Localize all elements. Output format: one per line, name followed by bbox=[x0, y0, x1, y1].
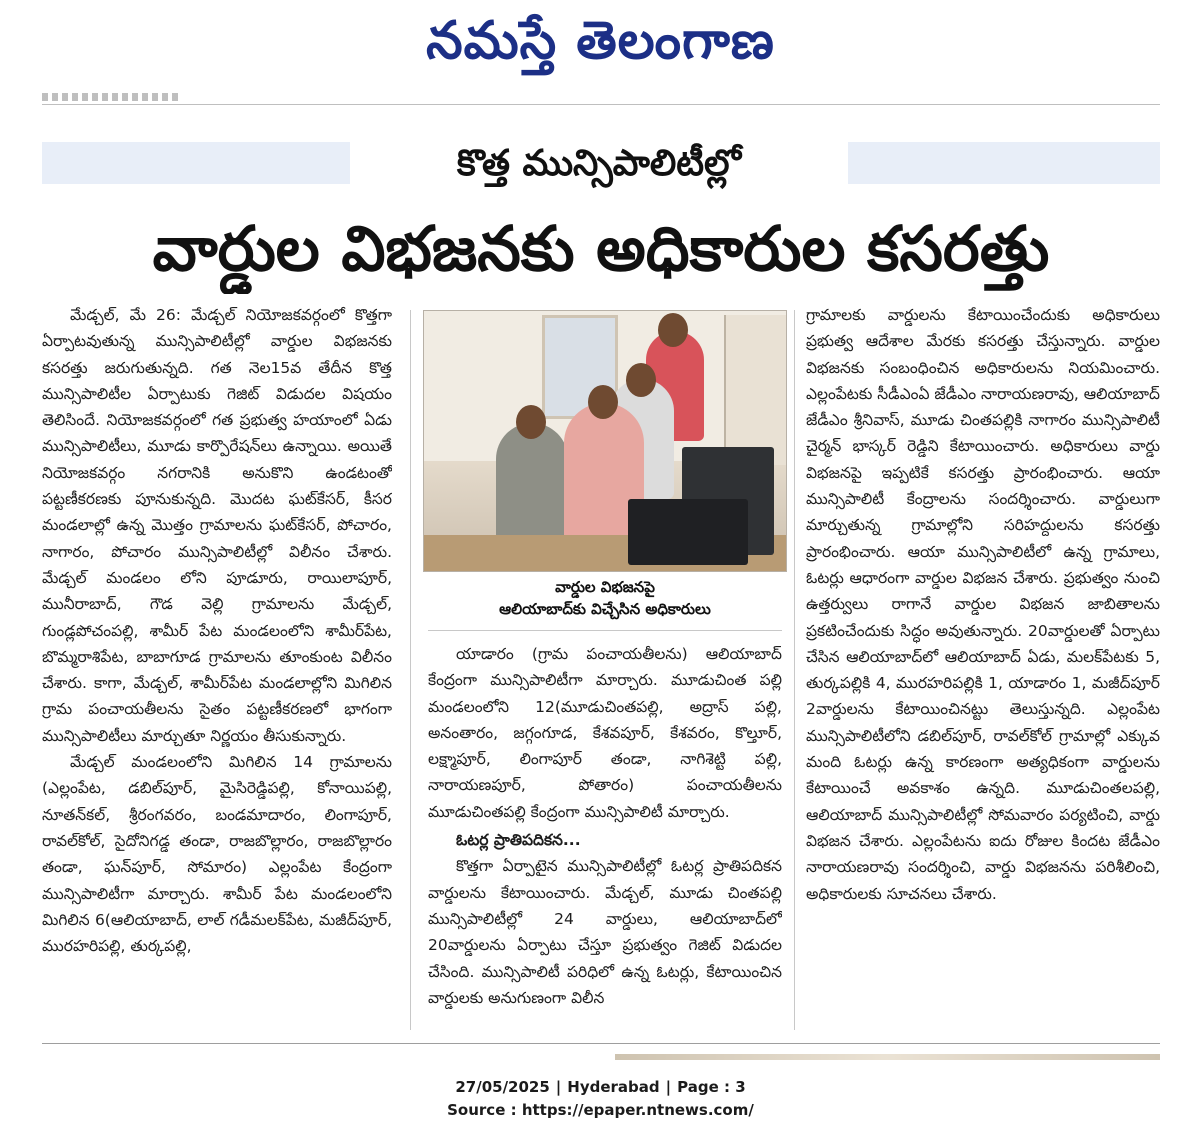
footer-date: 27/05/2025 bbox=[455, 1078, 550, 1096]
photo-caption-line: ఆలియాబాద్‌కు విచ్చేసిన అధికారులు bbox=[499, 600, 711, 618]
top-divider bbox=[42, 104, 1160, 105]
paragraph: కొత్తగా ఏర్పాటైన మున్సిపాలిటీల్లో ఓటర్ల ప్రాతిపదికన వార్డులను కేటాయించారు. మేడ్చల్‌, మూడు చింతపల్లి మున్సిపాలిటీల్లో 24 వార్డులు, ఆలియాబాద్‌లో 20వార్డులను ఏర్పాటు చేస్తూ ప్రభుత్వం గెజిట్‌ విడుదల చేసింది. మున్సిపాలిటీ పరిధిలో ఉన్న ఓటర్లు, కేటాయించిన వార్డులకు అనుగుణంగా విలీన bbox=[428, 857, 782, 1007]
paragraph: గ్రామాలకు వార్డులను కేటాయించేందుకు అధికారులు ప్రభుత్వ ఆదేశాల మేరకు కసరత్తు చేస్తున్నారు. వార్డుల విభజనకు సంబంధించిన అధికారులను నియమించారు. ఎల్లంపేటకు సీడీఎంఏ జేడీఎం నారాయణరావు, ఆలియాబాద్‌ జేడీఎం శ్రీనివాస్‌, మూడు చింతపల్లికి నాగారం మున్సిపాలిటీ చైర్మన్‌ భాస్కర్‌ రెడ్డిని కేటాయించారు. అధికారులు వార్డు విభజనపై ఇప్పటికే కసరత్తు ప్రారంభించారు. ఆయా మున్సిపాలిటీ కేంద్రాలను సందర్శించారు. వార్డులుగా మార్చుతున్న గ్రామాల్లోని సరిహద్దులను కసరత్తు ప్రారంభించారు. ఆయా మున్సిపాలిటీలో ఉన్న గ్రామాలు, ఓటర్లు ఆధారంగా వార్డుల విభజన చేశారు. ప్రభుత్వం నుంచి ఉత్తర్వులు రాగానే వార్డుల విభజన జాబితాలను ప్రకటించేందుకు సిద్ధం అవుతున్నారు. 20వార్డులతో ఏర్పాటు చేసిన ఆలియాబాద్‌లో ఆలియాబాద్‌ ఏడు, మలక్‌పేటకు 5, తుర్కపల్లికి 4, మురహరిపల్లికి 1, యాడారం 1, మజీద్‌పూర్‌ 2వార్డులను కేటాయించినట్టు తెలుస్తున్నది. ఎల్లంపేట మున్సిపాలిటీలోని డబిల్‌పూర్‌, రావల్‌కోల్‌ గ్రామాల్లో ఎక్కువ మంది ఓటర్లు ఉన్న కారణంగా అత్యధికంగా వార్డులను కేటాయించే అవకాశం ఉన్నది. మూడుచింతలపల్లి, ఆలియాబాద్‌ మున్సిపాలిటీల్లో సోమవారం పర్యటించి, వార్డు విభజన చేశారు. ఎల్లంపేటను ఐదు రోజుల కిందట జేడీఎం నారాయణరావు సందర్శించి, వార్డు విభజనను పరిశీలించి, అధికారులకు సూచనలు చేశారు. bbox=[806, 306, 1160, 903]
photo-head bbox=[658, 313, 688, 347]
photo-head bbox=[626, 363, 656, 397]
photo-head bbox=[516, 405, 546, 439]
kicker-band-left bbox=[42, 142, 350, 184]
paragraph: మేడ్చల్‌ మండలంలోని మిగిలిన 14 గ్రామాలను (ఎల్లంపేట, డబిల్‌పూర్‌, మైసిరెడ్డిపల్లి, కోనాయిపల్లి, నూతన్‌కల్‌, శ్రీరంగవరం, బండమాదారం, లింగాపూర్‌, రావల్‌కోల్‌, సైదోనిగడ్డ తండా, రాజబొల్లారం, రాజబొల్లారం తండా, ఘన్‌పూర్‌, సోమారం) ఎల్లంపేట కేంద్రంగా మున్సిపాలిటీగా మార్చారు. శామీర్‌ పేట మండలంలోని మిగిలిన 6(ఆలియాబాద్‌, లాల్‌ గడీమలక్‌పేట, మజీద్‌పూర్‌, మురహరిపల్లి, తుర్కపల్లి, bbox=[42, 753, 392, 956]
article-column-1 bbox=[42, 302, 392, 1032]
article-subheading: ఓటర్ల ప్రాతిపదికన... bbox=[456, 831, 581, 850]
photo-head bbox=[588, 385, 618, 419]
photo-computer-monitor bbox=[628, 499, 748, 565]
photo-caption-line: వార్డుల విభజనపై bbox=[555, 578, 655, 596]
article-photo bbox=[423, 310, 787, 572]
article-kicker: కొత్త మున్సిపాలిటీల్లో bbox=[456, 143, 742, 184]
caption-divider bbox=[428, 630, 782, 631]
footer-city: Hyderabad bbox=[567, 1078, 660, 1096]
footer-page: Page : 3 bbox=[677, 1078, 746, 1096]
article-column-2 bbox=[428, 641, 782, 1032]
kicker-band-right bbox=[848, 142, 1160, 184]
masthead-logo: నమస్తే తెలంగాణ bbox=[426, 11, 775, 71]
clipped-text-fragment bbox=[42, 93, 182, 101]
article-column-3 bbox=[806, 302, 1160, 1032]
footer-meta: 27/05/2025 | Hyderabad | Page : 3 bbox=[455, 1078, 746, 1096]
paragraph: యాడారం (గ్రామ పంచాయతీలను) ఆలియాబాద్‌ కేంద్రంగా మున్సిపాలిటీగా మార్చారు. మూడుచింత పల్లి మండలంలోని 12(మూడుచింతపల్లి, అద్రాస్‌ పల్లి, అనంతారం, జగ్గంగూడ, కేశవపూర్‌, కేశవరం, కొల్తూర్‌, లక్ష్మాపూర్‌, లింగాపూర్‌ తండా, నాగిశెట్టి పల్లి, నారాయణపూర్‌, పోతారం) పంచాయతీలను మూడుచింతపల్లి కేంద్రంగా మున్సిపాలిటీ మార్చారు. bbox=[428, 645, 782, 821]
paragraph: మేడ్చల్‌, మే 26: మేడ్చల్‌ నియోజకవర్గంలో కొత్తగా ఏర్పాటవుతున్న మున్సిపాలిటీల్లో వార్డుల విభజనకు కసరత్తు జరుగుతున్నది. గత నెల15వ తేదీన కొత్త మున్సిపాలిటీల ఏర్పాటుకు గెజిట్‌ విడుదల విషయం తెలిసిందే. నియోజకవర్గంలో గత ప్రభుత్వ హయాంలో ఏడు మున్సిపాలిటీలు, మూడు కార్పొరేషన్‌లు ఉన్నాయి. అయితే నియోజకవర్గం నగరానికి అనుకొని ఉండటంతో పట్టణీకరణకు పూనుకున్నది. మొదట ఘట్‌కేసర్‌, కీసర మండలాల్లో ఉన్న మొత్తం గ్రామాలను ఘట్‌కేసర్‌, పోచారం, నాగారం, పోచారం మున్సిపాలిటీల్లో విలీనం చేశారు. మేడ్చల్‌ మండలం లోని పూడూరు, రాయిలాపూర్‌, మునీరాబాద్‌, గౌడ వెల్లి గ్రామాలను మేడ్చల్‌, గుండ్లపోచంపల్లి, శామీర్‌ పేట మండలంలోని శామీర్‌పేట, బొమ్మరాశిపేట, బాబాగూడ గ్రామాలను తూంకుంట విలీనం చేశారు. కాగా, మేడ్చల్‌, శామీర్‌పేట మండలాల్లోని మిగిలిన గ్రామ పంచాయతీలను సైతం పట్టణీకరణలో భాగంగా మున్సిపాలిటీలు మార్చుతూ నిర్ణయం తీసుకున్నారు. bbox=[42, 306, 392, 745]
column-divider bbox=[794, 310, 795, 1030]
column-divider bbox=[410, 310, 411, 1030]
clipped-photo-fragment bbox=[615, 1054, 1160, 1060]
photo-caption bbox=[423, 576, 787, 624]
photo-rack bbox=[724, 315, 787, 465]
footer-source: Source : https://epaper.ntnews.com/ bbox=[447, 1101, 754, 1119]
bottom-divider bbox=[42, 1043, 1160, 1044]
article-headline: వార్డుల విభజనకు అధికారుల కసరత్తు bbox=[152, 212, 1050, 285]
